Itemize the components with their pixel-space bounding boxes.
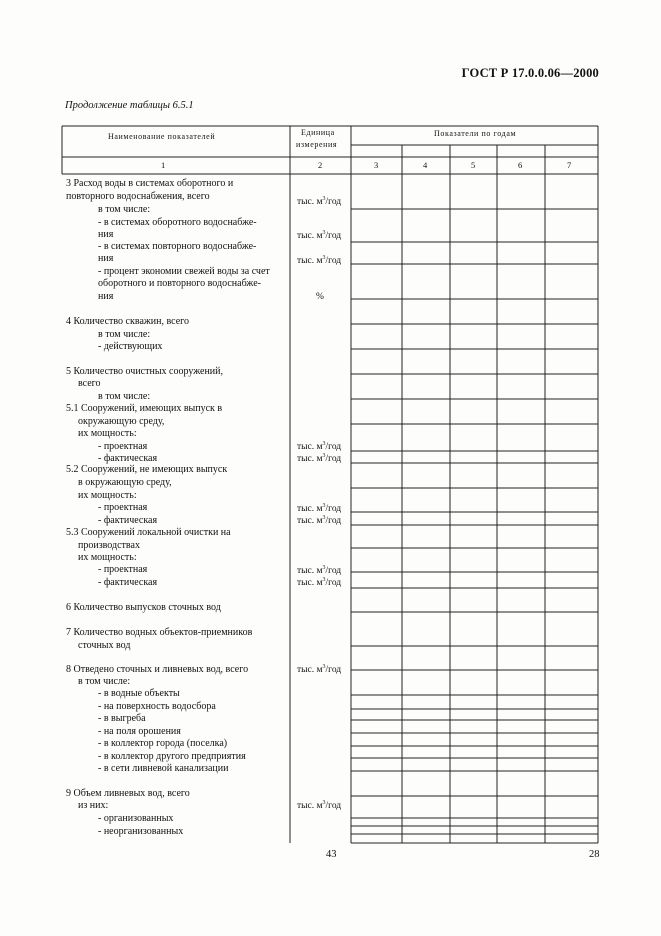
table-row-label: окружающую среду, [78, 416, 165, 427]
page-number-left: 43 [326, 849, 337, 860]
table-row-label: 5 Количество очистных сооружений, [66, 366, 224, 377]
table-row-label: 9 Объем ливневых вод, всего [66, 788, 190, 799]
table-row-label: - в выгреба [98, 713, 146, 724]
column-header-years: Показатели по годам [434, 129, 517, 138]
table-row-label: - в системах повторного водоснабже- [98, 241, 257, 252]
table-row-label: в окружающую среду, [78, 477, 172, 488]
column-header-unit-2: измерения [296, 140, 338, 149]
table-row-label: их мощность: [78, 428, 137, 439]
unit-cell: тыс. $м^3$/год [297, 503, 342, 514]
table-row-label: в том числе: [98, 329, 151, 340]
table-row-label: 7 Количество водных объектов-приемников [66, 627, 253, 638]
table-row-label: - на поля орошения [98, 726, 181, 737]
table-row-label: в том числе: [98, 204, 151, 215]
table-row-label: 8 Отведено сточных и ливневых вод, всего [66, 664, 249, 675]
column-number-4: 4 [423, 160, 428, 170]
table-row-label: в том числе: [78, 676, 131, 687]
table-row-label: - фактическая [98, 577, 158, 588]
table-row-label: - неорганизованных [98, 826, 184, 837]
column-number-6: 6 [518, 160, 523, 170]
column-number-1: 1 [161, 160, 166, 170]
table-row-label: из них: [78, 800, 109, 811]
table-row-label: - в сети ливневой канализации [98, 763, 229, 774]
table-row-label: ния [98, 229, 114, 240]
column-header-unit: Единица [301, 128, 335, 137]
table-row-label: производствах [78, 540, 140, 551]
unit-cell: тыс. $м^3$/год [297, 664, 342, 675]
table-row-label: 6 Количество выпусков сточных вод [66, 602, 221, 613]
table-row-label: их мощность: [78, 552, 137, 563]
table-row-label: 3 Расход воды в системах оборотного и [66, 178, 234, 189]
unit-percent: % [316, 292, 324, 302]
table-row-label: - проектная [98, 564, 148, 575]
table-row-label: 5.2 Сооружений, не имеющих выпуск [66, 464, 228, 475]
table-row-label: - в системах оборотного водоснабже- [98, 217, 257, 228]
column-number-5: 5 [471, 160, 476, 170]
table-row-label: ния [98, 291, 114, 302]
table-row-label: их мощность: [78, 490, 137, 501]
table-row-label: - в водные объекты [98, 688, 180, 699]
unit-cell: тыс. $м^3$/год [297, 800, 342, 811]
table-row-label: - фактическая [98, 515, 158, 526]
table-row-label: - организованных [98, 813, 174, 824]
unit-cell: тыс. $м^3$/год [297, 577, 342, 588]
table-row-label: всего [78, 378, 101, 389]
table-row-label: - фактическая [98, 453, 158, 464]
table-row-label: 5.3 Сооружений локальной очистки на [66, 527, 231, 538]
table-row-label: - проектная [98, 502, 148, 513]
table-row-label: - процент экономии свежей воды за счет [98, 266, 270, 277]
table-caption: Продолжение таблицы 6.5.1 [65, 100, 194, 111]
table-row-label: - на поверхность водосбора [98, 701, 216, 712]
column-header-name: Наименование показателей [108, 132, 216, 141]
column-number-7: 7 [567, 160, 572, 170]
unit-cell: тыс. $м^3$/год [297, 230, 342, 241]
table-row-label: - в коллектор города (поселка) [98, 738, 228, 749]
table-row-label: оборотного и повторного водоснабже- [98, 278, 261, 289]
page-number-right: 28 [589, 849, 600, 860]
table-row-label: в том числе: [98, 391, 151, 402]
table-row-label: повторного водоснабжения, всего [66, 191, 210, 202]
unit-cell: тыс. $м^3$/год [297, 565, 342, 576]
document-code: ГОСТ Р 17.0.0.06—2000 [461, 66, 599, 80]
unit-cell: тыс. $м^3$/год [297, 196, 342, 207]
table-row-label: сточных вод [78, 640, 131, 651]
unit-cell: тыс. $м^3$/год [297, 453, 342, 464]
table-row-label: 4 Количество скважин, всего [66, 316, 190, 327]
table-row-label: - в коллектор другого предприятия [98, 751, 246, 762]
unit-cell: тыс. $м^3$/год [297, 515, 342, 526]
table-row-label: ния [98, 253, 114, 264]
table-row-label: - проектная [98, 441, 148, 452]
column-number-3: 3 [374, 160, 379, 170]
unit-cell: тыс. $м^3$/год [297, 441, 342, 452]
unit-cell: тыс. $м^3$/год [297, 255, 342, 266]
table-row-label: - действующих [98, 341, 163, 352]
column-number-2: 2 [318, 160, 323, 170]
table-row-label: 5.1 Сооружений, имеющих выпуск в [66, 403, 223, 414]
